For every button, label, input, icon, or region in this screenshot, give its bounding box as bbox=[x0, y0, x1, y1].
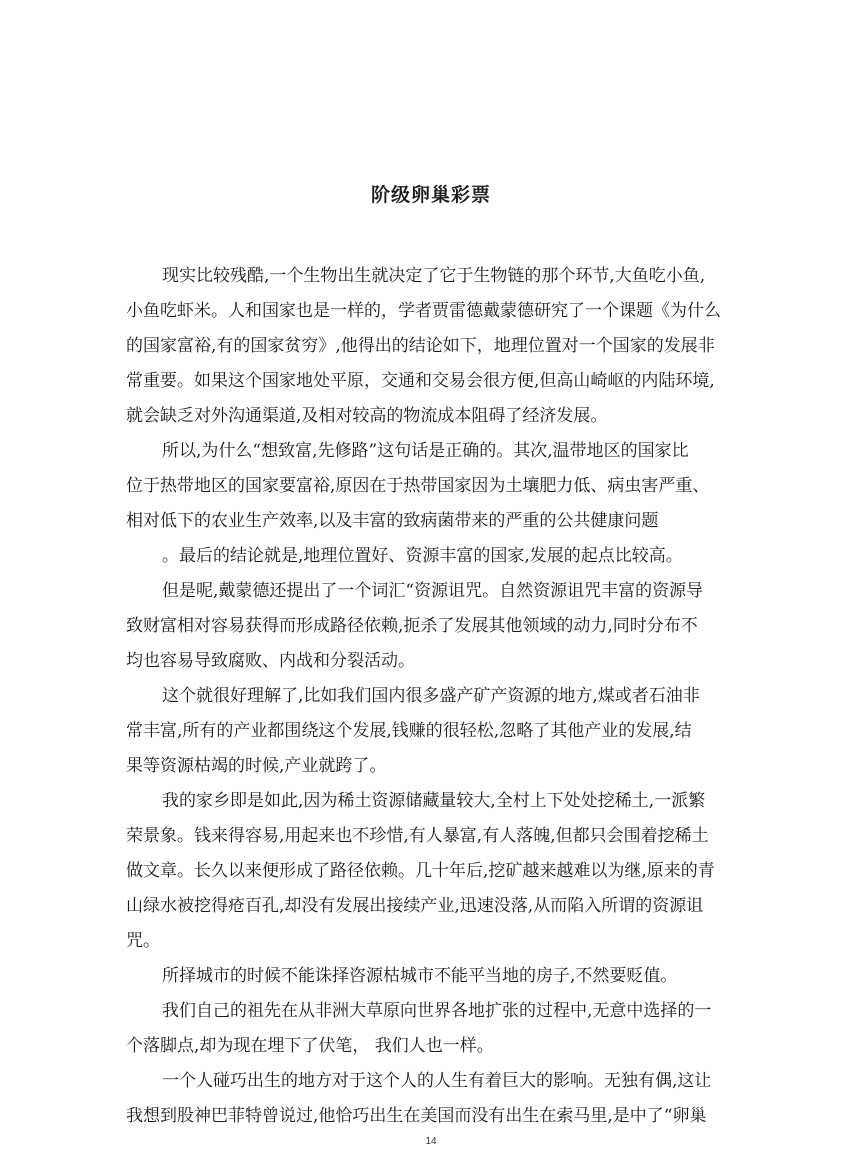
text-line: 果等资源枯竭的时候,产业就跨了。 bbox=[126, 756, 387, 776]
text-line: 相对低下的农业生产效率,以及丰富的致病菌带来的严重的公共健康问题 bbox=[126, 511, 659, 531]
text-line: 个落脚点,却为现在埋下了伏笔， 我们人也一样。 bbox=[126, 1036, 494, 1056]
text-line: 荣景象。钱来得容易,用起来也不珍惜,有人暴富,有人落魄,但都只会围着挖稀土 bbox=[126, 826, 709, 846]
text-line: 。最后的结论就是,地理位置好、资源丰富的国家,发展的起点比较高。 bbox=[162, 546, 683, 566]
text-line: 做文章。长久以来便形成了路径依赖。几十年后,挖矿越来越难以为继,原来的青 bbox=[126, 861, 715, 881]
text-line: 常丰富,所有的产业都围绕这个发展,钱赚的很轻松,忽略了其他产业的发展,结 bbox=[126, 721, 692, 741]
text-line: 小鱼吃虾米。人和国家也是一样的，学者贾雷德戴蒙德研究了一个课题《为什么 bbox=[126, 301, 721, 321]
text-line: 这个就很好理解了,比如我们国内很多盛产矿产资源的地方,煤或者石油非 bbox=[162, 686, 700, 706]
text-line: 我的家乡即是如此,因为稀土资源储藏量较大,全村上下处处挖稀土,一派繁 bbox=[162, 791, 706, 811]
text-line: 位于热带地区的国家要富裕,原因在于热带国家因为土壤肥力低、病虫害严重、 bbox=[126, 476, 710, 496]
document-title: 阶级卵巢彩票 bbox=[370, 184, 491, 206]
page-number: 14 bbox=[425, 1136, 437, 1147]
text-line: 常重要。如果这个国家地处平原，交通和交易会很方便,但高山崎岖的内陆环境, bbox=[126, 371, 715, 391]
text-line: 我们自己的祖先在从非洲大草原向世界各地扩张的过程中,无意中选择的一 bbox=[162, 1001, 712, 1021]
text-line: 现实比较残酷,一个生物出生就决定了它于生物链的那个环节,大鱼吃小鱼, bbox=[162, 266, 706, 286]
text-line: 均也容易导致腐败、内战和分裂活动。 bbox=[126, 651, 415, 671]
text-line: 的国家富裕,有的国家贫穷》,他得出的结论如下，地理位置对一个国家的发展非 bbox=[126, 336, 715, 356]
text-line: 致财富相对容易获得而形成路径依赖,扼杀了发展其他领域的动力,同时分布不 bbox=[126, 616, 698, 636]
text-line: 山绿水被挖得疮百孔,却没有发展出接续产业,迅速没落,从而陷入所谓的资源诅 bbox=[126, 896, 704, 916]
text-line: 就会缺乏对外沟通渠道,及相对较高的物流成本阻碍了经济发展。 bbox=[126, 406, 608, 426]
text-line: 一个人碰巧出生的地方对于这个人的人生有着巨大的影响。无独有偶,这让 bbox=[162, 1071, 712, 1091]
text-line: 所择城市的时候不能诛择咨源枯城市不能平当地的房子,不然要贬值。 bbox=[162, 966, 678, 986]
text-line: 所以,为什么“想致富,先修路”这句话是正确的。其次,温带地区的国家比 bbox=[162, 441, 689, 461]
text-line: 我想到股神巴菲特曾说过,他恰巧出生在美国而没有出生在索马里,是中了“卵巢 bbox=[126, 1106, 707, 1126]
text-line: 但是呢,戴蒙德还提出了一个词汇“资源诅咒。自然资源诅咒丰富的资源导 bbox=[162, 581, 704, 601]
text-line: 咒。 bbox=[126, 931, 160, 951]
